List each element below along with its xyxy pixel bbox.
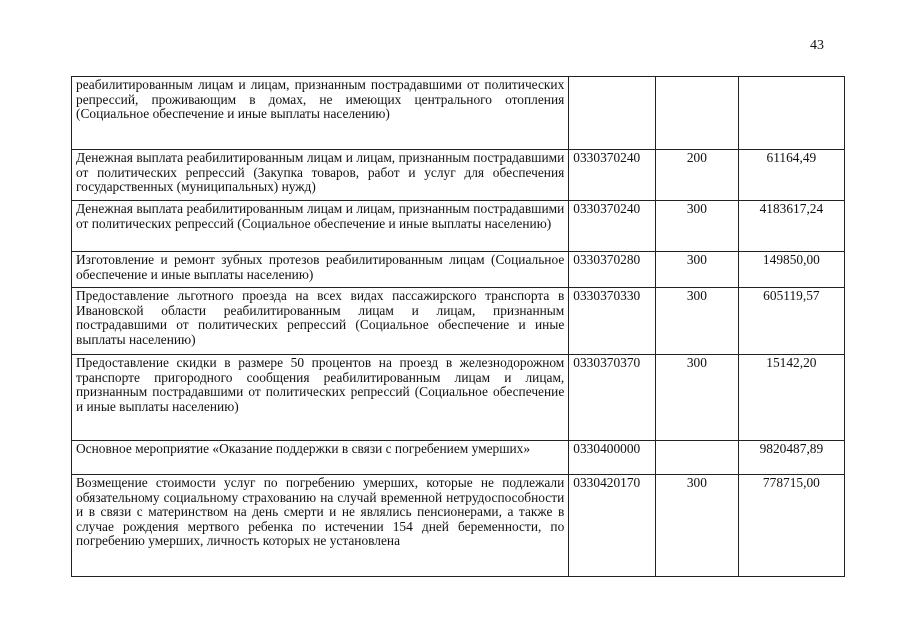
row-expense-type [656, 441, 739, 475]
row-amount: 778715,00 [738, 475, 844, 577]
table-row [72, 441, 845, 475]
row-expense-type: 300 [656, 252, 739, 288]
row-expense-type: 200 [656, 150, 739, 201]
row-description: Изготовление и ремонт зубных протезов реабилитированным лицам (Социальное обеспечение и иные выплаты населению) [72, 252, 569, 288]
row-target-code: 0330370240 [569, 150, 656, 201]
budget-table [71, 76, 845, 577]
row-expense-type: 300 [656, 475, 739, 577]
table-row [72, 475, 845, 577]
row-description: Предоставление скидки в размере 50 процентов на проезд в железнодорожном транспорте пригородного сообщения реабилитированным лицам и лицам, признанным пострадавшими от политических репрессий (Социальное обеспечение и иные выплаты населению) [72, 355, 569, 441]
row-description: реабилитированным лицам и лицам, признанным пострадавшими от политических репрессий, проживающим в домах, не имеющих центрального отопления (Социальное обеспечение и иные выплаты населению) [72, 77, 569, 150]
row-expense-type: 300 [656, 355, 739, 441]
table-row [72, 77, 845, 150]
table-row [72, 355, 845, 441]
table-row [72, 288, 845, 355]
row-amount: 15142,20 [738, 355, 844, 441]
row-amount: 4183617,24 [738, 201, 844, 252]
row-amount [738, 77, 844, 150]
row-expense-type [656, 77, 739, 150]
row-amount: 605119,57 [738, 288, 844, 355]
row-amount: 61164,49 [738, 150, 844, 201]
row-description: Денежная выплата реабилитированным лицам и лицам, признанным пострадавшими от политических репрессий (Социальное обеспечение и иные выплаты населению) [72, 201, 569, 252]
row-amount: 9820487,89 [738, 441, 844, 475]
table-row [72, 252, 845, 288]
row-description: Денежная выплата реабилитированным лицам и лицам, признанным пострадавшими от политических репрессий (Закупка товаров, работ и услуг для обеспечения государственных (муниципальных) нужд) [72, 150, 569, 201]
row-target-code: 0330420170 [569, 475, 656, 577]
row-description: Предоставление льготного проезда на всех видах пассажирского транспорта в Ивановской области реабилитированным лицам и лицам, признанным пострадавшими от политических репрессий (Социальное обеспечение и иные выплаты населению) [72, 288, 569, 355]
row-description: Основное мероприятие «Оказание поддержки в связи с погребением умерших» [72, 441, 569, 475]
table-row [72, 150, 845, 201]
row-target-code [569, 77, 656, 150]
row-target-code: 0330370280 [569, 252, 656, 288]
row-expense-type: 300 [656, 288, 739, 355]
row-target-code: 0330400000 [569, 441, 656, 475]
page-number: 43 [810, 38, 824, 53]
row-target-code: 0330370330 [569, 288, 656, 355]
row-expense-type: 300 [656, 201, 739, 252]
row-description: Возмещение стоимости услуг по погребению умерших, которые не подлежали обязательному социальному страхованию на случай временной нетрудоспособности и в связи с материнством на день смерти и не являлись пенсионерами, а также в случае рождения мертвого ребенка по истечении 154 дней беременности, по погребению умерших, личность которых не установлена [72, 475, 569, 577]
table-row [72, 201, 845, 252]
row-target-code: 0330370240 [569, 201, 656, 252]
row-target-code: 0330370370 [569, 355, 656, 441]
row-amount: 149850,00 [738, 252, 844, 288]
